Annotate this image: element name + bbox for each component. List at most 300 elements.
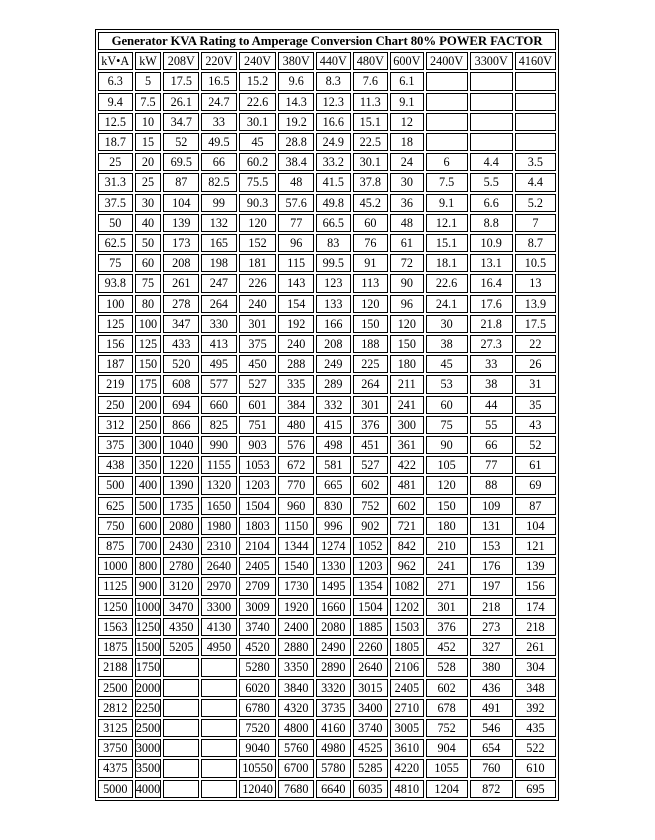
table-cell: 76 — [353, 234, 389, 252]
table-cell: 55 — [470, 416, 513, 434]
table-cell: 120 — [426, 476, 468, 494]
table-cell: 1204 — [426, 780, 468, 798]
table-cell: 348 — [515, 679, 556, 697]
table-cell: 99 — [201, 194, 237, 212]
table-row — [98, 739, 556, 757]
table-cell: 278 — [163, 295, 199, 313]
table-cell: 438 — [98, 456, 133, 474]
table-cell: 654 — [470, 739, 513, 757]
table-cell: 872 — [470, 780, 513, 798]
table-cell: 53 — [426, 375, 468, 393]
table-cell: 380 — [470, 658, 513, 676]
table-cell: 240 — [239, 295, 277, 313]
table-cell: 3750 — [98, 739, 133, 757]
table-cell: 2640 — [353, 658, 389, 676]
table-cell: 2812 — [98, 699, 133, 717]
table-cell: 301 — [353, 396, 389, 414]
table-cell: 75 — [135, 274, 162, 292]
table-cell: 602 — [390, 497, 423, 515]
table-cell: 498 — [316, 436, 351, 454]
table-cell: 66.5 — [316, 214, 351, 232]
table-cell: 139 — [515, 557, 556, 575]
table-cell: 4130 — [201, 618, 237, 636]
table-cell: 500 — [98, 476, 133, 494]
table-cell: 218 — [515, 618, 556, 636]
table-cell: 5 — [135, 72, 162, 90]
table-cell: 12.5 — [98, 113, 133, 131]
table-cell: 25 — [135, 173, 162, 191]
table-cell: 173 — [163, 234, 199, 252]
table-cell: 6780 — [239, 699, 277, 717]
table-cell: 241 — [390, 396, 423, 414]
table-cell: 12.3 — [316, 93, 351, 111]
table-cell: 90 — [390, 274, 423, 292]
table-cell: 4980 — [316, 739, 351, 757]
table-cell: 82.5 — [201, 173, 237, 191]
table-cell: 375 — [239, 335, 277, 353]
table-cell: 61 — [390, 234, 423, 252]
table-cell: 15 — [135, 133, 162, 151]
table-cell: 842 — [390, 537, 423, 555]
table-cell: 695 — [515, 780, 556, 798]
table-cell: 208 — [163, 254, 199, 272]
table-row — [98, 335, 556, 353]
table-cell: 312 — [98, 416, 133, 434]
table-cell: 9.4 — [98, 93, 133, 111]
table-cell: 38 — [470, 375, 513, 393]
table-cell: 3740 — [239, 618, 277, 636]
column-header: 220V — [201, 52, 237, 70]
table-cell: 197 — [470, 577, 513, 595]
table-cell: 35 — [515, 396, 556, 414]
table-cell: 4810 — [390, 780, 423, 798]
table-cell: 261 — [515, 638, 556, 656]
table-cell: 40 — [135, 214, 162, 232]
table-cell: 480 — [278, 416, 314, 434]
table-cell: 5.2 — [515, 194, 556, 212]
table-cell: 13 — [515, 274, 556, 292]
table-cell — [201, 739, 237, 757]
table-cell: 962 — [390, 557, 423, 575]
table-cell: 415 — [316, 416, 351, 434]
table-cell: 376 — [426, 618, 468, 636]
table-cell: 694 — [163, 396, 199, 414]
table-cell: 413 — [201, 335, 237, 353]
table-cell: 30.1 — [239, 113, 277, 131]
table-cell: 400 — [135, 476, 162, 494]
table-cell: 600 — [135, 517, 162, 535]
table-cell: 5.5 — [470, 173, 513, 191]
table-cell: 6.1 — [390, 72, 423, 90]
table-cell: 902 — [353, 517, 389, 535]
table-row — [98, 274, 556, 292]
table-cell: 830 — [316, 497, 351, 515]
table-cell: 375 — [98, 436, 133, 454]
table-cell: 43 — [515, 416, 556, 434]
table-cell: 75.5 — [239, 173, 277, 191]
table-cell: 6020 — [239, 679, 277, 697]
table-cell: 10.5 — [515, 254, 556, 272]
table-cell: 18.7 — [98, 133, 133, 151]
table-row — [98, 638, 556, 656]
table-cell: 3470 — [163, 598, 199, 616]
table-cell: 8.3 — [316, 72, 351, 90]
table-cell: 1563 — [98, 618, 133, 636]
table-cell: 4950 — [201, 638, 237, 656]
table-row — [98, 133, 556, 151]
table-cell: 156 — [98, 335, 133, 353]
table-cell: 87 — [515, 497, 556, 515]
column-header: kW — [135, 52, 162, 70]
table-cell: 330 — [201, 315, 237, 333]
table-row — [98, 113, 556, 131]
table-cell: 24.9 — [316, 133, 351, 151]
table-cell: 11.3 — [353, 93, 389, 111]
table-cell: 1650 — [201, 497, 237, 515]
table-cell: 903 — [239, 436, 277, 454]
table-cell — [515, 133, 556, 151]
table-cell: 2310 — [201, 537, 237, 555]
table-row — [98, 699, 556, 717]
table-cell: 60 — [426, 396, 468, 414]
header-row — [98, 52, 556, 70]
table-cell: 7 — [515, 214, 556, 232]
table-cell: 4.4 — [515, 173, 556, 191]
table-cell: 1504 — [353, 598, 389, 616]
table-cell: 990 — [201, 436, 237, 454]
table-cell: 2640 — [201, 557, 237, 575]
table-cell: 218 — [470, 598, 513, 616]
table-cell: 2500 — [135, 719, 162, 737]
table-cell: 5205 — [163, 638, 199, 656]
table-cell: 6 — [426, 153, 468, 171]
table-row — [98, 456, 556, 474]
table-cell: 376 — [353, 416, 389, 434]
table-cell: 109 — [470, 497, 513, 515]
table-cell: 72 — [390, 254, 423, 272]
table-cell: 5280 — [239, 658, 277, 676]
table-cell: 271 — [426, 577, 468, 595]
table-cell: 2400 — [278, 618, 314, 636]
table-cell: 211 — [390, 375, 423, 393]
table-cell — [201, 780, 237, 798]
table-cell: 250 — [135, 416, 162, 434]
table-cell: 2430 — [163, 537, 199, 555]
table-cell: 75 — [98, 254, 133, 272]
table-cell: 181 — [239, 254, 277, 272]
table-cell: 44 — [470, 396, 513, 414]
table-cell: 8.8 — [470, 214, 513, 232]
table-cell: 2260 — [353, 638, 389, 656]
table-cell: 16.6 — [316, 113, 351, 131]
table-body — [98, 32, 556, 798]
table-row — [98, 315, 556, 333]
table-cell: 77 — [470, 456, 513, 474]
table-cell: 152 — [239, 234, 277, 252]
table-cell: 2405 — [239, 557, 277, 575]
table-cell: 1203 — [353, 557, 389, 575]
table-cell: 3320 — [316, 679, 351, 697]
table-cell: 4.4 — [470, 153, 513, 171]
column-header: 3300V — [470, 52, 513, 70]
table-cell: 904 — [426, 739, 468, 757]
table-cell: 21.8 — [470, 315, 513, 333]
table-cell: 451 — [353, 436, 389, 454]
table-cell: 304 — [515, 658, 556, 676]
table-cell: 50 — [135, 234, 162, 252]
table-cell: 240 — [278, 335, 314, 353]
table-cell: 1750 — [135, 658, 162, 676]
table-cell: 1344 — [278, 537, 314, 555]
table-cell: 225 — [353, 355, 389, 373]
table-row — [98, 679, 556, 697]
table-cell: 751 — [239, 416, 277, 434]
table-cell: 900 — [135, 577, 162, 595]
table-cell: 13.9 — [515, 295, 556, 313]
table-cell: 1155 — [201, 456, 237, 474]
table-cell: 104 — [163, 194, 199, 212]
table-cell: 200 — [135, 396, 162, 414]
table-cell — [163, 679, 199, 697]
table-cell: 5760 — [278, 739, 314, 757]
table-cell: 800 — [135, 557, 162, 575]
table-row — [98, 618, 556, 636]
table-cell: 4350 — [163, 618, 199, 636]
table-cell: 18 — [390, 133, 423, 151]
table-cell: 15.2 — [239, 72, 277, 90]
table-cell: 700 — [135, 537, 162, 555]
table-cell: 3.5 — [515, 153, 556, 171]
table-cell — [426, 72, 468, 90]
table-cell: 10550 — [239, 759, 277, 777]
table-cell: 2188 — [98, 658, 133, 676]
table-cell: 2970 — [201, 577, 237, 595]
table-cell: 1250 — [98, 598, 133, 616]
table-cell: 60.2 — [239, 153, 277, 171]
table-cell: 433 — [163, 335, 199, 353]
table-cell: 678 — [426, 699, 468, 717]
table-cell: 1053 — [239, 456, 277, 474]
table-cell: 123 — [316, 274, 351, 292]
table-cell: 752 — [426, 719, 468, 737]
table-cell: 1202 — [390, 598, 423, 616]
table-cell: 48 — [278, 173, 314, 191]
table-cell: 49.5 — [201, 133, 237, 151]
table-cell: 26 — [515, 355, 556, 373]
table-cell: 49.8 — [316, 194, 351, 212]
table-cell: 3840 — [278, 679, 314, 697]
table-cell: 69 — [515, 476, 556, 494]
table-cell: 8.7 — [515, 234, 556, 252]
table-cell: 3015 — [353, 679, 389, 697]
table-row — [98, 517, 556, 535]
table-cell: 27.3 — [470, 335, 513, 353]
table-cell: 115 — [278, 254, 314, 272]
table-cell: 2405 — [390, 679, 423, 697]
table-cell: 3610 — [390, 739, 423, 757]
table-cell: 24.1 — [426, 295, 468, 313]
table-cell: 150 — [390, 335, 423, 353]
table-cell: 62.5 — [98, 234, 133, 252]
table-cell: 22.5 — [353, 133, 389, 151]
table-cell: 1660 — [316, 598, 351, 616]
table-cell: 1495 — [316, 577, 351, 595]
table-row — [98, 396, 556, 414]
table-cell: 335 — [278, 375, 314, 393]
table-cell: 4525 — [353, 739, 389, 757]
table-cell: 80 — [135, 295, 162, 313]
table-cell: 665 — [316, 476, 351, 494]
table-cell: 45 — [426, 355, 468, 373]
table-cell: 7.5 — [426, 173, 468, 191]
table-cell: 384 — [278, 396, 314, 414]
table-cell: 154 — [278, 295, 314, 313]
table-cell: 91 — [353, 254, 389, 272]
table-cell — [201, 759, 237, 777]
table-cell: 121 — [515, 537, 556, 555]
table-cell: 4000 — [135, 780, 162, 798]
table-cell: 5285 — [353, 759, 389, 777]
table-cell: 452 — [426, 638, 468, 656]
table-cell: 825 — [201, 416, 237, 434]
table-cell: 264 — [201, 295, 237, 313]
table-cell: 3125 — [98, 719, 133, 737]
table-cell: 219 — [98, 375, 133, 393]
table-cell: 1920 — [278, 598, 314, 616]
table-cell: 90.3 — [239, 194, 277, 212]
table-cell — [515, 72, 556, 90]
table-row — [98, 234, 556, 252]
table-cell — [470, 93, 513, 111]
table-cell: 2080 — [316, 618, 351, 636]
table-row — [98, 93, 556, 111]
table-cell: 174 — [515, 598, 556, 616]
table-cell: 527 — [353, 456, 389, 474]
table-cell: 69.5 — [163, 153, 199, 171]
table-cell: 208 — [316, 335, 351, 353]
table-cell: 4800 — [278, 719, 314, 737]
table-cell: 120 — [353, 295, 389, 313]
table-cell: 4520 — [239, 638, 277, 656]
table-cell: 180 — [390, 355, 423, 373]
table-cell: 41.5 — [316, 173, 351, 191]
table-cell: 2106 — [390, 658, 423, 676]
conversion-table — [95, 29, 559, 801]
table-cell: 1052 — [353, 537, 389, 555]
column-header: 4160V — [515, 52, 556, 70]
table-cell: 1320 — [201, 476, 237, 494]
table-row — [98, 537, 556, 555]
table-cell: 226 — [239, 274, 277, 292]
table-cell: 13.1 — [470, 254, 513, 272]
table-cell: 120 — [390, 315, 423, 333]
table-cell: 96 — [390, 295, 423, 313]
table-cell: 2780 — [163, 557, 199, 575]
table-cell: 875 — [98, 537, 133, 555]
table-cell: 120 — [239, 214, 277, 232]
table-cell: 10 — [135, 113, 162, 131]
table-cell: 166 — [316, 315, 351, 333]
table-cell: 113 — [353, 274, 389, 292]
table-cell: 45 — [239, 133, 277, 151]
table-cell: 1735 — [163, 497, 199, 515]
table-cell: 1220 — [163, 456, 199, 474]
table-cell — [515, 93, 556, 111]
column-header: 240V — [239, 52, 277, 70]
table-cell: 75 — [426, 416, 468, 434]
table-cell: 60 — [135, 254, 162, 272]
table-cell: 528 — [426, 658, 468, 676]
table-cell: 1540 — [278, 557, 314, 575]
table-cell: 192 — [278, 315, 314, 333]
table-cell — [163, 719, 199, 737]
table-cell — [470, 113, 513, 131]
table-cell: 9.1 — [426, 194, 468, 212]
table-cell: 9.1 — [390, 93, 423, 111]
table-cell: 288 — [278, 355, 314, 373]
table-cell: 132 — [201, 214, 237, 232]
table-cell — [201, 679, 237, 697]
table-cell: 1730 — [278, 577, 314, 595]
table-cell: 210 — [426, 537, 468, 555]
table-cell — [515, 113, 556, 131]
table-cell: 15.1 — [426, 234, 468, 252]
table-cell: 332 — [316, 396, 351, 414]
table-cell: 5780 — [316, 759, 351, 777]
table-row — [98, 557, 556, 575]
table-cell: 18.1 — [426, 254, 468, 272]
table-cell: 2880 — [278, 638, 314, 656]
table-cell — [163, 739, 199, 757]
table-cell: 139 — [163, 214, 199, 232]
table-cell: 187 — [98, 355, 133, 373]
table-cell: 301 — [239, 315, 277, 333]
table-cell: 6.3 — [98, 72, 133, 90]
table-cell: 1330 — [316, 557, 351, 575]
table-cell: 28.8 — [278, 133, 314, 151]
table-cell: 500 — [135, 497, 162, 515]
table-cell: 4220 — [390, 759, 423, 777]
table-cell: 30 — [390, 173, 423, 191]
table-cell: 1040 — [163, 436, 199, 454]
table-cell: 165 — [201, 234, 237, 252]
table-cell: 2500 — [98, 679, 133, 697]
table-cell: 3500 — [135, 759, 162, 777]
table-cell: 125 — [135, 335, 162, 353]
table-cell: 16.4 — [470, 274, 513, 292]
table-cell: 249 — [316, 355, 351, 373]
table-cell: 52 — [163, 133, 199, 151]
table-cell: 100 — [135, 315, 162, 333]
table-cell: 2250 — [135, 699, 162, 717]
table-cell: 3400 — [353, 699, 389, 717]
table-cell — [426, 133, 468, 151]
title-row — [98, 32, 556, 50]
table-cell: 602 — [353, 476, 389, 494]
table-cell: 38.4 — [278, 153, 314, 171]
table-cell: 1885 — [353, 618, 389, 636]
table-cell: 300 — [390, 416, 423, 434]
table-cell: 491 — [470, 699, 513, 717]
table-row — [98, 658, 556, 676]
table-cell: 14.3 — [278, 93, 314, 111]
table-cell: 57.6 — [278, 194, 314, 212]
table-cell: 6700 — [278, 759, 314, 777]
table-cell: 2710 — [390, 699, 423, 717]
table-cell: 1274 — [316, 537, 351, 555]
table-cell: 3005 — [390, 719, 423, 737]
table-row — [98, 759, 556, 777]
